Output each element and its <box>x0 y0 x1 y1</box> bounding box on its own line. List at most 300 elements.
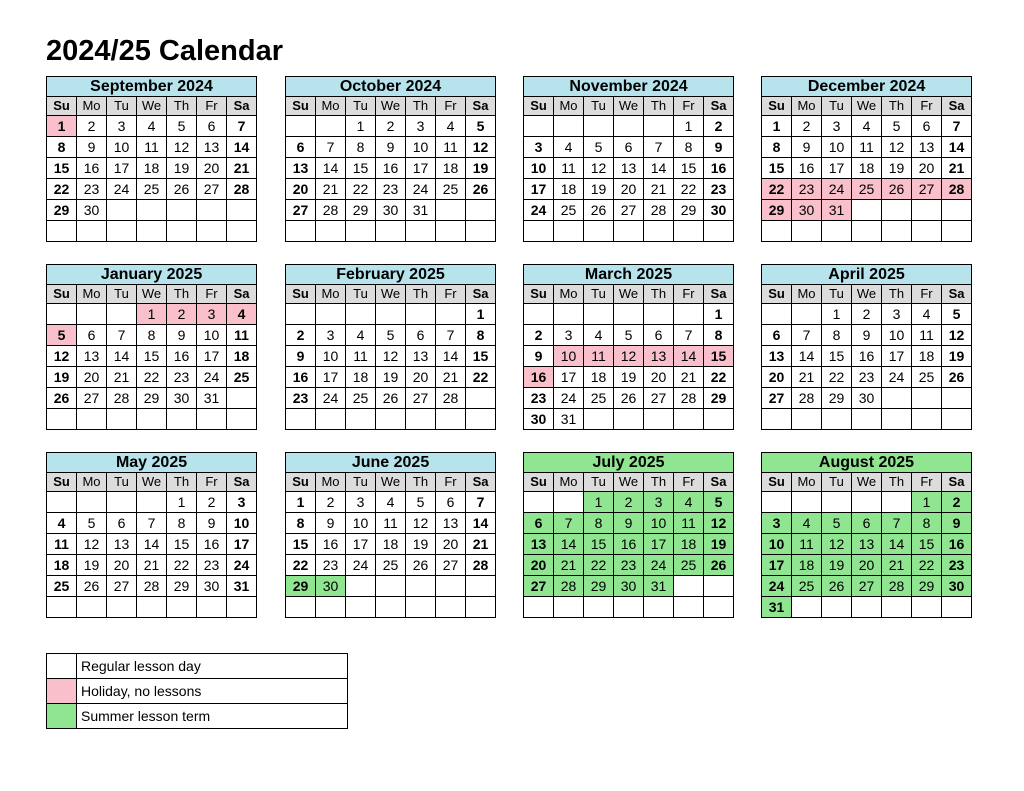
day-cell: 14 <box>436 346 466 367</box>
empty-day-cell <box>77 492 107 513</box>
day-cell: 12 <box>167 137 197 158</box>
day-cell: 18 <box>584 367 614 388</box>
empty-day-cell <box>107 200 137 221</box>
empty-day-cell <box>376 221 406 242</box>
day-cell: 8 <box>137 325 167 346</box>
day-cell: 7 <box>792 325 822 346</box>
week-row <box>286 492 496 513</box>
day-cell: 29 <box>584 576 614 597</box>
month-title: March 2025 <box>524 265 734 285</box>
day-cell: 26 <box>77 576 107 597</box>
weekday-header: Th <box>644 97 674 116</box>
week-row <box>47 325 257 346</box>
day-cell: 20 <box>912 158 942 179</box>
empty-day-cell <box>792 409 822 430</box>
day-cell: 1 <box>137 304 167 325</box>
month-december-2024 <box>761 76 972 242</box>
day-cell: 24 <box>346 555 376 576</box>
weekday-header: Fr <box>197 285 227 304</box>
empty-day-cell <box>524 221 554 242</box>
day-cell: 19 <box>942 346 972 367</box>
day-cell: 14 <box>942 137 972 158</box>
week-row <box>762 388 972 409</box>
day-cell: 18 <box>47 555 77 576</box>
day-cell: 19 <box>406 534 436 555</box>
day-cell: 4 <box>554 137 584 158</box>
day-cell: 6 <box>614 137 644 158</box>
day-cell: 17 <box>524 179 554 200</box>
empty-day-cell <box>792 597 822 618</box>
empty-day-cell <box>882 388 912 409</box>
day-cell: 14 <box>554 534 584 555</box>
month-title: October 2024 <box>286 77 496 97</box>
empty-day-cell <box>466 597 496 618</box>
day-cell: 1 <box>762 116 792 137</box>
empty-day-cell <box>554 492 584 513</box>
day-cell: 11 <box>852 137 882 158</box>
day-cell: 25 <box>792 576 822 597</box>
week-row <box>47 179 257 200</box>
day-cell: 25 <box>376 555 406 576</box>
empty-day-cell <box>406 409 436 430</box>
day-cell: 22 <box>346 179 376 200</box>
month-title: April 2025 <box>762 265 972 285</box>
month-august-2025 <box>761 452 972 618</box>
empty-day-cell <box>376 304 406 325</box>
empty-day-cell <box>584 597 614 618</box>
day-cell: 22 <box>674 179 704 200</box>
day-cell: 21 <box>644 179 674 200</box>
week-row <box>762 409 972 430</box>
empty-day-cell <box>107 597 137 618</box>
day-cell: 16 <box>614 534 644 555</box>
day-cell: 9 <box>614 513 644 534</box>
week-row <box>286 367 496 388</box>
day-cell: 18 <box>227 346 257 367</box>
day-cell: 12 <box>584 158 614 179</box>
day-cell: 10 <box>524 158 554 179</box>
empty-day-cell <box>912 409 942 430</box>
day-cell: 16 <box>77 158 107 179</box>
weekday-header: Tu <box>107 473 137 492</box>
empty-day-cell <box>674 597 704 618</box>
day-cell: 10 <box>822 137 852 158</box>
day-cell: 9 <box>286 346 316 367</box>
empty-day-cell <box>644 409 674 430</box>
empty-day-cell <box>822 597 852 618</box>
empty-day-cell <box>286 597 316 618</box>
day-cell: 16 <box>316 534 346 555</box>
week-row <box>762 221 972 242</box>
day-cell: 30 <box>792 200 822 221</box>
empty-day-cell <box>436 200 466 221</box>
day-cell: 20 <box>762 367 792 388</box>
weekday-header: Su <box>524 97 554 116</box>
day-cell: 22 <box>822 367 852 388</box>
empty-day-cell <box>466 576 496 597</box>
empty-day-cell <box>614 221 644 242</box>
day-cell: 12 <box>822 534 852 555</box>
day-cell: 1 <box>674 116 704 137</box>
empty-day-cell <box>584 409 614 430</box>
weekday-header: Su <box>47 285 77 304</box>
day-cell: 31 <box>197 388 227 409</box>
weekday-header: Su <box>524 285 554 304</box>
day-cell: 9 <box>376 137 406 158</box>
month-february-2025 <box>285 264 496 430</box>
day-cell: 5 <box>167 116 197 137</box>
day-cell: 15 <box>286 534 316 555</box>
weekday-header: Tu <box>822 97 852 116</box>
day-cell: 26 <box>882 179 912 200</box>
day-cell: 4 <box>47 513 77 534</box>
day-cell: 2 <box>524 325 554 346</box>
day-cell: 11 <box>792 534 822 555</box>
week-row <box>762 325 972 346</box>
day-cell: 31 <box>644 576 674 597</box>
empty-day-cell <box>436 597 466 618</box>
day-cell: 3 <box>107 116 137 137</box>
day-cell: 24 <box>227 555 257 576</box>
day-cell: 17 <box>316 367 346 388</box>
empty-day-cell <box>167 200 197 221</box>
weekday-header: We <box>137 97 167 116</box>
day-cell: 28 <box>674 388 704 409</box>
day-cell: 10 <box>197 325 227 346</box>
day-cell: 5 <box>822 513 852 534</box>
day-cell: 10 <box>554 346 584 367</box>
week-row <box>47 597 257 618</box>
day-cell: 7 <box>316 137 346 158</box>
empty-day-cell <box>762 492 792 513</box>
day-cell: 16 <box>524 367 554 388</box>
week-row <box>286 158 496 179</box>
weekday-header: Fr <box>912 285 942 304</box>
empty-day-cell <box>346 409 376 430</box>
day-cell: 5 <box>614 325 644 346</box>
day-cell: 11 <box>912 325 942 346</box>
day-cell: 10 <box>882 325 912 346</box>
empty-day-cell <box>346 597 376 618</box>
empty-day-cell <box>167 221 197 242</box>
day-cell: 2 <box>852 304 882 325</box>
day-cell: 23 <box>942 555 972 576</box>
empty-day-cell <box>316 597 346 618</box>
day-cell: 8 <box>674 137 704 158</box>
empty-day-cell <box>614 116 644 137</box>
day-cell: 10 <box>762 534 792 555</box>
day-cell: 13 <box>436 513 466 534</box>
day-cell: 16 <box>704 158 734 179</box>
weekday-header: We <box>137 285 167 304</box>
day-cell: 11 <box>346 346 376 367</box>
empty-day-cell <box>644 221 674 242</box>
day-cell: 11 <box>436 137 466 158</box>
empty-day-cell <box>674 576 704 597</box>
day-cell: 27 <box>286 200 316 221</box>
day-cell: 25 <box>674 555 704 576</box>
day-cell: 18 <box>346 367 376 388</box>
empty-day-cell <box>137 492 167 513</box>
empty-day-cell <box>77 221 107 242</box>
weekday-header: Su <box>762 97 792 116</box>
week-row <box>286 346 496 367</box>
empty-day-cell <box>167 409 197 430</box>
day-cell: 5 <box>77 513 107 534</box>
weekday-header: Sa <box>942 285 972 304</box>
legend-label-holiday: Holiday, no lessons <box>77 679 348 704</box>
weekday-header: Tu <box>822 285 852 304</box>
empty-day-cell <box>406 221 436 242</box>
month-title: May 2025 <box>47 453 257 473</box>
day-cell: 13 <box>107 534 137 555</box>
day-cell: 30 <box>614 576 644 597</box>
empty-day-cell <box>466 388 496 409</box>
day-cell: 12 <box>882 137 912 158</box>
day-cell: 13 <box>852 534 882 555</box>
week-row <box>762 137 972 158</box>
day-cell: 6 <box>524 513 554 534</box>
day-cell: 15 <box>822 346 852 367</box>
empty-day-cell <box>107 304 137 325</box>
week-row <box>47 576 257 597</box>
day-cell: 3 <box>316 325 346 346</box>
weekday-header: Th <box>882 285 912 304</box>
empty-day-cell <box>882 221 912 242</box>
legend <box>46 653 348 729</box>
empty-day-cell <box>346 221 376 242</box>
day-cell: 2 <box>376 116 406 137</box>
day-cell: 28 <box>227 179 257 200</box>
weekday-header: Su <box>762 473 792 492</box>
week-row <box>524 492 734 513</box>
empty-day-cell <box>942 409 972 430</box>
day-cell: 23 <box>376 179 406 200</box>
day-cell: 7 <box>674 325 704 346</box>
day-cell: 18 <box>376 534 406 555</box>
week-row <box>524 137 734 158</box>
day-cell: 25 <box>584 388 614 409</box>
day-cell: 9 <box>524 346 554 367</box>
empty-day-cell <box>644 304 674 325</box>
weekday-header: We <box>852 97 882 116</box>
day-cell: 9 <box>77 137 107 158</box>
day-cell: 15 <box>762 158 792 179</box>
day-cell: 7 <box>107 325 137 346</box>
day-cell: 24 <box>197 367 227 388</box>
day-cell: 13 <box>77 346 107 367</box>
weekday-header: Sa <box>704 285 734 304</box>
month-january-2025 <box>46 264 257 430</box>
day-cell: 26 <box>942 367 972 388</box>
month-title: September 2024 <box>47 77 257 97</box>
day-cell: 26 <box>167 179 197 200</box>
weekday-header: Sa <box>942 97 972 116</box>
legend-swatch-holiday <box>47 679 77 704</box>
weekday-header: Mo <box>316 285 346 304</box>
day-cell: 22 <box>137 367 167 388</box>
day-cell: 7 <box>942 116 972 137</box>
day-cell: 16 <box>286 367 316 388</box>
empty-day-cell <box>704 576 734 597</box>
empty-day-cell <box>137 200 167 221</box>
weekday-header: Sa <box>227 285 257 304</box>
empty-day-cell <box>912 221 942 242</box>
empty-day-cell <box>376 409 406 430</box>
day-cell: 1 <box>912 492 942 513</box>
weekday-header: Sa <box>466 97 496 116</box>
day-cell: 26 <box>466 179 496 200</box>
day-cell: 3 <box>554 325 584 346</box>
empty-day-cell <box>316 116 346 137</box>
weekday-header: Mo <box>792 473 822 492</box>
day-cell: 27 <box>524 576 554 597</box>
empty-day-cell <box>47 597 77 618</box>
month-title: February 2025 <box>286 265 496 285</box>
day-cell: 29 <box>674 200 704 221</box>
empty-day-cell <box>554 597 584 618</box>
weekday-header: Th <box>167 97 197 116</box>
day-cell: 27 <box>107 576 137 597</box>
day-cell: 17 <box>346 534 376 555</box>
day-cell: 26 <box>614 388 644 409</box>
month-may-2025 <box>46 452 257 618</box>
weekday-header: We <box>137 473 167 492</box>
weekday-header: We <box>614 473 644 492</box>
week-row <box>286 555 496 576</box>
legend-label-regular: Regular lesson day <box>77 654 348 679</box>
day-cell: 8 <box>912 513 942 534</box>
empty-day-cell <box>554 221 584 242</box>
day-cell: 31 <box>554 409 584 430</box>
day-cell: 5 <box>376 325 406 346</box>
empty-day-cell <box>197 221 227 242</box>
week-row <box>286 534 496 555</box>
weekday-header: Fr <box>436 97 466 116</box>
weekday-header: Fr <box>436 473 466 492</box>
day-cell: 13 <box>614 158 644 179</box>
legend-swatch-regular <box>47 654 77 679</box>
week-row <box>524 200 734 221</box>
day-cell: 6 <box>644 325 674 346</box>
day-cell: 16 <box>852 346 882 367</box>
weekday-header: Sa <box>466 285 496 304</box>
day-cell: 27 <box>762 388 792 409</box>
day-cell: 25 <box>47 576 77 597</box>
day-cell: 30 <box>197 576 227 597</box>
day-cell: 10 <box>406 137 436 158</box>
day-cell: 22 <box>762 179 792 200</box>
day-cell: 20 <box>77 367 107 388</box>
week-row <box>47 158 257 179</box>
day-cell: 29 <box>47 200 77 221</box>
day-cell: 11 <box>674 513 704 534</box>
empty-day-cell <box>227 200 257 221</box>
legend-row-regular <box>47 654 348 679</box>
month-title: July 2025 <box>524 453 734 473</box>
day-cell: 4 <box>376 492 406 513</box>
weekday-header: Th <box>644 285 674 304</box>
day-cell: 7 <box>227 116 257 137</box>
day-cell: 8 <box>167 513 197 534</box>
week-row <box>47 409 257 430</box>
day-cell: 15 <box>346 158 376 179</box>
day-cell: 30 <box>376 200 406 221</box>
empty-day-cell <box>406 304 436 325</box>
week-row <box>47 534 257 555</box>
month-september-2024 <box>46 76 257 242</box>
day-cell: 28 <box>554 576 584 597</box>
week-row <box>47 200 257 221</box>
empty-day-cell <box>197 409 227 430</box>
empty-day-cell <box>197 200 227 221</box>
legend-row-holiday <box>47 679 348 704</box>
week-row <box>524 513 734 534</box>
weekday-header: Tu <box>346 97 376 116</box>
week-row <box>762 492 972 513</box>
empty-day-cell <box>852 221 882 242</box>
week-row <box>524 555 734 576</box>
empty-day-cell <box>107 492 137 513</box>
day-cell: 27 <box>406 388 436 409</box>
day-cell: 26 <box>406 555 436 576</box>
day-cell: 28 <box>466 555 496 576</box>
day-cell: 31 <box>822 200 852 221</box>
weekday-header: Tu <box>584 97 614 116</box>
day-cell: 2 <box>77 116 107 137</box>
empty-day-cell <box>882 492 912 513</box>
day-cell: 14 <box>466 513 496 534</box>
day-cell: 13 <box>406 346 436 367</box>
day-cell: 29 <box>822 388 852 409</box>
weekday-header: Th <box>406 97 436 116</box>
empty-day-cell <box>942 221 972 242</box>
day-cell: 21 <box>107 367 137 388</box>
weekday-header: We <box>614 285 644 304</box>
day-cell: 15 <box>674 158 704 179</box>
day-cell: 28 <box>882 576 912 597</box>
day-cell: 4 <box>792 513 822 534</box>
day-cell: 28 <box>436 388 466 409</box>
day-cell: 25 <box>227 367 257 388</box>
day-cell: 5 <box>942 304 972 325</box>
day-cell: 3 <box>346 492 376 513</box>
day-cell: 23 <box>614 555 644 576</box>
weekday-header: Mo <box>554 97 584 116</box>
day-cell: 15 <box>47 158 77 179</box>
day-cell: 3 <box>644 492 674 513</box>
day-cell: 20 <box>614 179 644 200</box>
empty-day-cell <box>346 576 376 597</box>
week-row <box>286 200 496 221</box>
day-cell: 25 <box>852 179 882 200</box>
empty-day-cell <box>882 597 912 618</box>
weekday-header: Mo <box>554 473 584 492</box>
empty-day-cell <box>436 221 466 242</box>
day-cell: 29 <box>137 388 167 409</box>
week-row <box>47 221 257 242</box>
week-row <box>762 576 972 597</box>
empty-day-cell <box>912 388 942 409</box>
weekday-header: Th <box>882 97 912 116</box>
week-row <box>47 513 257 534</box>
day-cell: 28 <box>942 179 972 200</box>
empty-day-cell <box>316 409 346 430</box>
empty-day-cell <box>554 304 584 325</box>
empty-day-cell <box>107 221 137 242</box>
weekday-header: Su <box>524 473 554 492</box>
day-cell: 19 <box>77 555 107 576</box>
